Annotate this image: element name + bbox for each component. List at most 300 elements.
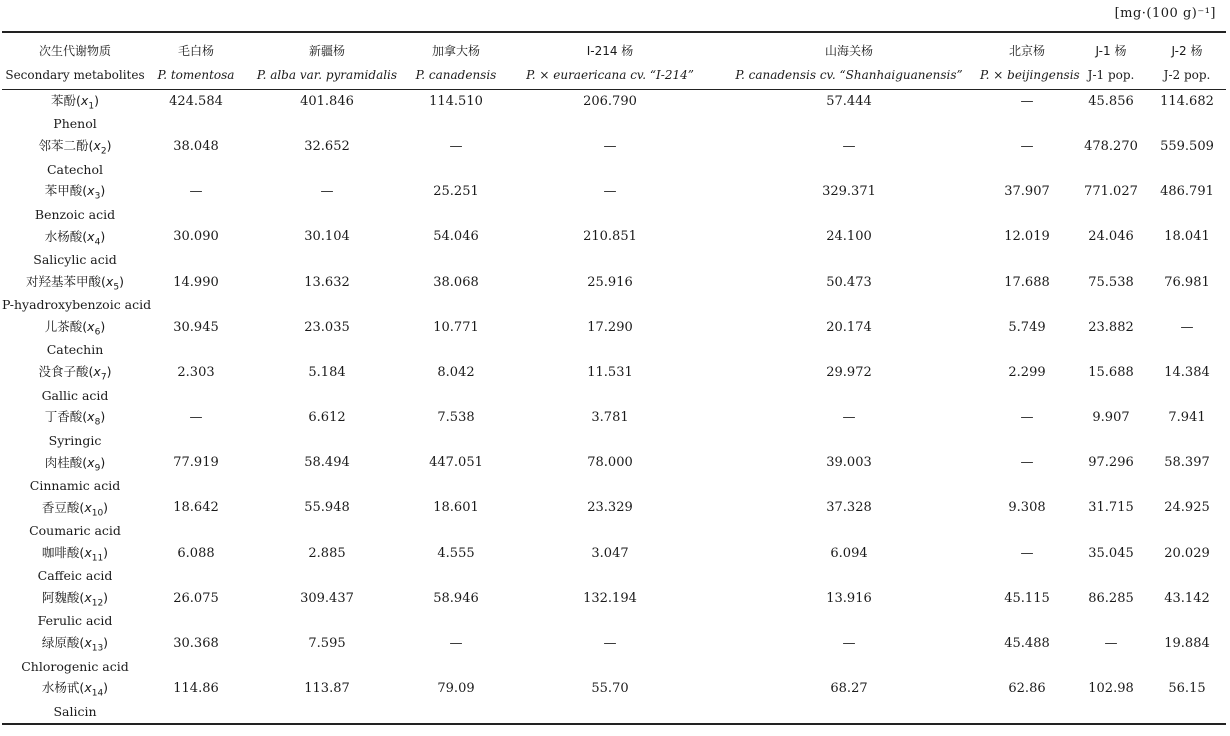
value-cell: — <box>603 636 617 652</box>
spacer-cell <box>980 248 1074 271</box>
value-cell: 309.437 <box>300 590 354 606</box>
value-cell: 75.538 <box>1088 274 1134 290</box>
value-cell: 18.601 <box>433 500 479 516</box>
spacer-cell <box>718 293 980 316</box>
spacer-cell <box>502 474 718 497</box>
value-cell: — <box>603 138 617 154</box>
spacer-cell <box>1148 474 1226 497</box>
table-row <box>2 135 1226 158</box>
spacer-cell <box>148 564 244 587</box>
header-col-zh: I-214 杨 <box>586 43 634 58</box>
spacer-cell <box>1148 564 1226 587</box>
header-col-zh: 新疆杨 <box>308 43 345 58</box>
value-cell: — <box>1020 410 1034 426</box>
value-cell: 24.925 <box>1164 500 1210 516</box>
metabolite-name-zh: 丁香酸$(x_8)$ <box>44 409 106 428</box>
value-cell: 114.510 <box>429 93 483 109</box>
value-cell: 76.981 <box>1164 274 1210 290</box>
table-row <box>2 677 1226 700</box>
value-cell: 559.509 <box>1160 138 1214 154</box>
spacer-cell <box>1074 248 1148 271</box>
spacer-cell <box>718 203 980 226</box>
spacer-cell <box>1148 429 1226 452</box>
value-cell: — <box>1020 545 1034 561</box>
header-col-en: J-2 pop. <box>1148 61 1226 90</box>
spacer-cell <box>244 474 410 497</box>
header-col-en: P. × euraericana cv. “I-214” <box>502 61 718 90</box>
spacer-cell <box>1074 203 1148 226</box>
spacer-cell <box>244 564 410 587</box>
spacer-cell <box>502 519 718 542</box>
value-cell: — <box>1020 455 1034 471</box>
header-col-en: P. canadensis <box>410 61 502 90</box>
spacer-cell <box>502 384 718 407</box>
spacer-cell <box>980 158 1074 181</box>
spacer-cell <box>1074 610 1148 633</box>
spacer-cell <box>148 203 244 226</box>
value-cell: 43.142 <box>1164 590 1210 606</box>
value-cell: 114.682 <box>1160 93 1214 109</box>
spacer-cell <box>980 564 1074 587</box>
metabolite-name-en: Phenol <box>53 116 97 132</box>
table-row <box>2 587 1226 610</box>
value-cell: 14.384 <box>1164 364 1210 380</box>
value-cell: 25.916 <box>587 274 633 290</box>
header-col-en: P. canadensis cv. “Shanhaiguanensis” <box>718 61 980 90</box>
table-row-en <box>2 293 1226 316</box>
value-cell: 45.488 <box>1004 636 1050 652</box>
header-col-zh: 加拿大杨 <box>431 43 480 58</box>
value-cell: 77.919 <box>173 455 219 471</box>
value-cell: 19.884 <box>1164 636 1210 652</box>
metabolite-name-en: Syringic <box>48 432 102 448</box>
value-cell: 10.771 <box>433 319 479 335</box>
spacer-cell <box>1148 519 1226 542</box>
spacer-cell <box>1148 293 1226 316</box>
metabolite-name-zh: 苯酚$(x_1)$ <box>51 93 99 112</box>
value-cell: 55.70 <box>591 681 629 697</box>
spacer-cell <box>1148 384 1226 407</box>
value-cell: 11.531 <box>587 364 633 380</box>
spacer-cell <box>718 429 980 452</box>
spacer-cell <box>502 700 718 724</box>
spacer-cell <box>718 655 980 678</box>
spacer-cell <box>244 519 410 542</box>
value-cell: 132.194 <box>583 590 637 606</box>
metabolite-name-zh: 对羟基苯甲酸$(x_5)$ <box>26 273 124 293</box>
spacer-cell <box>148 113 244 136</box>
metabolite-name-en: Catechol <box>46 161 103 177</box>
spacer-cell <box>148 384 244 407</box>
spacer-cell <box>244 655 410 678</box>
spacer-cell <box>502 339 718 362</box>
value-cell: 20.174 <box>826 319 872 335</box>
spacer-cell <box>718 700 980 724</box>
table-row <box>2 226 1226 249</box>
header-metabolite-en: Secondary metabolites <box>2 61 148 90</box>
value-cell: — <box>189 410 203 426</box>
spacer-cell <box>244 610 410 633</box>
value-cell: 37.328 <box>826 500 872 516</box>
spacer-cell <box>410 564 502 587</box>
value-cell: — <box>842 138 856 154</box>
spacer-cell <box>1074 700 1148 724</box>
unit-label: [mg·(100 g)⁻¹] <box>1114 6 1216 21</box>
spacer-cell <box>980 700 1074 724</box>
metabolite-name-en: Benzoic acid <box>34 206 116 222</box>
spacer-cell <box>148 429 244 452</box>
value-cell: 13.632 <box>304 274 350 290</box>
spacer-cell <box>1074 655 1148 678</box>
metabolites-table <box>2 31 1226 725</box>
value-cell: 2.299 <box>1008 364 1046 380</box>
value-cell: 45.856 <box>1088 93 1134 109</box>
value-cell: 771.027 <box>1084 184 1138 200</box>
table-row <box>2 632 1226 655</box>
spacer-cell <box>502 158 718 181</box>
spacer-cell <box>718 158 980 181</box>
table-row <box>2 180 1226 203</box>
spacer-cell <box>148 655 244 678</box>
value-cell: 54.046 <box>433 229 479 245</box>
value-cell: — <box>1020 93 1034 109</box>
spacer-cell <box>980 339 1074 362</box>
header-col-zh: J-2 杨 <box>1171 43 1203 58</box>
value-cell: — <box>1104 636 1118 652</box>
value-cell: 3.047 <box>591 545 629 561</box>
value-cell: 30.090 <box>173 229 219 245</box>
spacer-cell <box>410 610 502 633</box>
spacer-cell <box>502 113 718 136</box>
spacer-cell <box>502 429 718 452</box>
spacer-cell <box>1148 158 1226 181</box>
spacer-cell <box>410 519 502 542</box>
value-cell: 58.397 <box>1164 455 1210 471</box>
value-cell: 39.003 <box>826 455 872 471</box>
value-cell: 6.088 <box>177 545 215 561</box>
value-cell: 79.09 <box>437 681 475 697</box>
value-cell: 78.000 <box>587 455 633 471</box>
spacer-cell <box>980 203 1074 226</box>
value-cell: 9.308 <box>1008 500 1046 516</box>
value-cell: 17.290 <box>587 319 633 335</box>
spacer-cell <box>1148 655 1226 678</box>
value-cell: 7.941 <box>1168 410 1206 426</box>
spacer-cell <box>410 248 502 271</box>
value-cell: — <box>603 184 617 200</box>
value-cell: 38.048 <box>173 138 219 154</box>
value-cell: 24.100 <box>826 229 872 245</box>
spacer-cell <box>244 113 410 136</box>
value-cell: 30.368 <box>173 636 219 652</box>
metabolite-name-en: Coumaric acid <box>29 523 121 539</box>
value-cell: — <box>842 410 856 426</box>
metabolite-name-en: Ferulic acid <box>37 613 113 629</box>
spacer-cell <box>980 384 1074 407</box>
header-col-zh: J-1 杨 <box>1095 43 1127 58</box>
spacer-cell <box>244 158 410 181</box>
value-cell: 102.98 <box>1088 681 1134 697</box>
spacer-cell <box>718 384 980 407</box>
value-cell: 5.184 <box>308 364 346 380</box>
value-cell: 50.473 <box>826 274 872 290</box>
value-cell: 9.907 <box>1092 410 1130 426</box>
header-col-en: P. × beijingensis <box>980 61 1074 90</box>
value-cell: 5.749 <box>1008 319 1046 335</box>
table-row-en <box>2 700 1226 724</box>
table-row-en <box>2 339 1226 362</box>
spacer-cell <box>244 429 410 452</box>
spacer-cell <box>980 655 1074 678</box>
value-cell: 17.688 <box>1004 274 1050 290</box>
table-row-en <box>2 203 1226 226</box>
value-cell: 58.494 <box>304 455 350 471</box>
table-row <box>2 90 1226 113</box>
spacer-cell <box>244 339 410 362</box>
value-cell: — <box>449 636 463 652</box>
table-row <box>2 542 1226 565</box>
value-cell: 23.329 <box>587 500 633 516</box>
spacer-cell <box>410 429 502 452</box>
spacer-cell <box>718 474 980 497</box>
spacer-cell <box>148 519 244 542</box>
table-row-en <box>2 474 1226 497</box>
metabolite-name-en: Salicin <box>53 703 97 719</box>
value-cell: 12.019 <box>1004 229 1050 245</box>
value-cell: 45.115 <box>1004 590 1050 606</box>
spacer-cell <box>244 203 410 226</box>
table-row-en <box>2 158 1226 181</box>
header-col-zh: 山海关杨 <box>824 43 873 58</box>
spacer-cell <box>1148 339 1226 362</box>
value-cell: 2.885 <box>308 545 346 561</box>
value-cell: 86.285 <box>1088 590 1134 606</box>
value-cell: 7.595 <box>308 636 346 652</box>
metabolite-name-zh: 阿魏酸$(x_{12})$ <box>41 590 109 609</box>
header-col-zh: 毛白杨 <box>177 43 214 58</box>
spacer-cell <box>718 564 980 587</box>
spacer-cell <box>502 203 718 226</box>
value-cell: 210.851 <box>583 229 637 245</box>
value-cell: — <box>842 636 856 652</box>
spacer-cell <box>718 519 980 542</box>
value-cell: 24.046 <box>1088 229 1134 245</box>
value-cell: 401.846 <box>300 93 354 109</box>
value-cell: 55.948 <box>304 500 350 516</box>
value-cell: 114.86 <box>173 681 219 697</box>
value-cell: 58.946 <box>433 590 479 606</box>
spacer-cell <box>148 158 244 181</box>
spacer-cell <box>980 113 1074 136</box>
spacer-cell <box>980 474 1074 497</box>
spacer-cell <box>980 293 1074 316</box>
value-cell: 18.041 <box>1164 229 1210 245</box>
spacer-cell <box>410 113 502 136</box>
metabolite-name-zh: 水杨酸$(x_4)$ <box>44 228 106 248</box>
value-cell: 97.296 <box>1088 455 1134 471</box>
spacer-cell <box>1074 519 1148 542</box>
value-cell: 26.075 <box>173 590 219 606</box>
table-row <box>2 361 1226 384</box>
spacer-cell <box>410 203 502 226</box>
table-row-en <box>2 564 1226 587</box>
spacer-cell <box>410 384 502 407</box>
metabolite-name-zh: 咖啡酸$(x_{11})$ <box>41 544 109 564</box>
spacer-cell <box>1074 564 1148 587</box>
spacer-cell <box>718 339 980 362</box>
value-cell: 3.781 <box>591 410 629 426</box>
spacer-cell <box>718 113 980 136</box>
value-cell: 478.270 <box>1084 138 1138 154</box>
spacer-cell <box>410 700 502 724</box>
spacer-cell <box>1074 474 1148 497</box>
value-cell: — <box>1180 319 1194 335</box>
table-row-en <box>2 610 1226 633</box>
value-cell: 2.303 <box>177 364 215 380</box>
spacer-cell <box>980 519 1074 542</box>
table-row <box>2 406 1226 429</box>
value-cell: 56.15 <box>1168 681 1206 697</box>
spacer-cell <box>148 700 244 724</box>
value-cell: 35.045 <box>1088 545 1134 561</box>
value-cell: 30.104 <box>304 229 350 245</box>
table-row <box>2 271 1226 294</box>
spacer-cell <box>148 248 244 271</box>
value-cell: 15.688 <box>1088 364 1134 380</box>
spacer-cell <box>1074 339 1148 362</box>
value-cell: 30.945 <box>173 319 219 335</box>
spacer-cell <box>1148 248 1226 271</box>
value-cell: 486.791 <box>1160 184 1214 200</box>
spacer-cell <box>1074 113 1148 136</box>
value-cell: 32.652 <box>304 138 350 154</box>
spacer-cell <box>1074 429 1148 452</box>
spacer-cell <box>1074 384 1148 407</box>
metabolite-name-zh: 邻苯二酚$(x_2)$ <box>38 138 112 157</box>
metabolite-name-zh: 儿茶酸$(x_6)$ <box>44 318 106 338</box>
header-metabolite-zh: 次生代谢物质 <box>38 43 111 58</box>
spacer-cell <box>410 474 502 497</box>
value-cell: 113.87 <box>304 681 350 697</box>
metabolite-name-zh: 没食子酸$(x_7)$ <box>38 364 112 383</box>
spacer-cell <box>980 610 1074 633</box>
spacer-cell <box>148 474 244 497</box>
table-row <box>2 497 1226 520</box>
table-body <box>2 90 1226 724</box>
metabolite-name-en: P-hyadroxybenzoic acid <box>2 297 152 313</box>
table-row-en <box>2 519 1226 542</box>
value-cell: 7.538 <box>437 410 475 426</box>
value-cell: 447.051 <box>429 455 483 471</box>
spacer-cell <box>148 610 244 633</box>
value-cell: — <box>320 184 334 200</box>
value-cell: 206.790 <box>583 93 637 109</box>
spacer-cell <box>148 293 244 316</box>
value-cell: 6.612 <box>308 410 346 426</box>
metabolite-name-zh: 绿原酸$(x_{13})$ <box>41 635 109 654</box>
spacer-cell <box>718 610 980 633</box>
metabolite-name-en: Salicylic acid <box>33 251 117 267</box>
value-cell: 424.584 <box>169 93 223 109</box>
spacer-cell <box>1148 610 1226 633</box>
value-cell: 14.990 <box>173 274 219 290</box>
spacer-cell <box>980 429 1074 452</box>
value-cell: 4.555 <box>437 545 475 561</box>
spacer-cell <box>1148 203 1226 226</box>
spacer-cell <box>410 655 502 678</box>
value-cell: 62.86 <box>1008 681 1046 697</box>
metabolite-name-zh: 香豆酸$(x_{10})$ <box>41 499 109 519</box>
value-cell: 23.035 <box>304 319 350 335</box>
value-cell: 23.882 <box>1088 319 1134 335</box>
metabolite-name-en: Cinnamic acid <box>29 477 121 493</box>
value-cell: 6.094 <box>830 545 868 561</box>
table-row <box>2 316 1226 339</box>
value-cell: 25.251 <box>433 184 479 200</box>
table-row-en <box>2 429 1226 452</box>
header-col-zh: 北京杨 <box>1008 43 1045 58</box>
value-cell: 18.642 <box>173 500 219 516</box>
metabolite-name-zh: 水杨甙$(x_{14})$ <box>41 680 109 699</box>
spacer-cell <box>244 293 410 316</box>
metabolite-name-zh: 肉桂酸$(x_9)$ <box>44 454 106 474</box>
metabolite-name-zh: 苯甲酸$(x_3)$ <box>44 183 106 202</box>
metabolite-name-en: Gallic acid <box>41 387 109 403</box>
spacer-cell <box>410 158 502 181</box>
header-col-en: J-1 pop. <box>1074 61 1148 90</box>
header-col-en: P. alba var. pyramidalis <box>244 61 410 90</box>
value-cell: 13.916 <box>826 590 872 606</box>
metabolite-name-en: Caffeic acid <box>37 568 113 584</box>
spacer-cell <box>502 564 718 587</box>
value-cell: — <box>449 138 463 154</box>
value-cell: 57.444 <box>826 93 872 109</box>
value-cell: 38.068 <box>433 274 479 290</box>
value-cell: 329.371 <box>822 184 876 200</box>
spacer-cell <box>410 339 502 362</box>
value-cell: — <box>189 184 203 200</box>
value-cell: 29.972 <box>826 364 872 380</box>
spacer-cell <box>718 248 980 271</box>
spacer-cell <box>244 384 410 407</box>
metabolite-name-en: Chlorogenic acid <box>21 658 129 674</box>
value-cell: 68.27 <box>830 681 868 697</box>
spacer-cell <box>502 610 718 633</box>
header-col-en: P. tomentosa <box>148 61 244 90</box>
table-row-en <box>2 655 1226 678</box>
value-cell: 31.715 <box>1088 500 1134 516</box>
value-cell: 20.029 <box>1164 545 1210 561</box>
spacer-cell <box>244 248 410 271</box>
spacer-cell <box>244 700 410 724</box>
value-cell: — <box>1020 138 1034 154</box>
spacer-cell <box>1074 293 1148 316</box>
spacer-cell <box>502 248 718 271</box>
spacer-cell <box>1148 113 1226 136</box>
table-row-en <box>2 113 1226 136</box>
spacer-cell <box>1074 158 1148 181</box>
spacer-cell <box>1148 700 1226 724</box>
metabolite-name-en: Catechin <box>46 342 104 358</box>
table-row-en <box>2 248 1226 271</box>
table-row <box>2 452 1226 475</box>
value-cell: 8.042 <box>437 364 475 380</box>
spacer-cell <box>410 293 502 316</box>
spacer-cell <box>148 339 244 362</box>
value-cell: 37.907 <box>1004 184 1050 200</box>
spacer-cell <box>502 293 718 316</box>
spacer-cell <box>502 655 718 678</box>
